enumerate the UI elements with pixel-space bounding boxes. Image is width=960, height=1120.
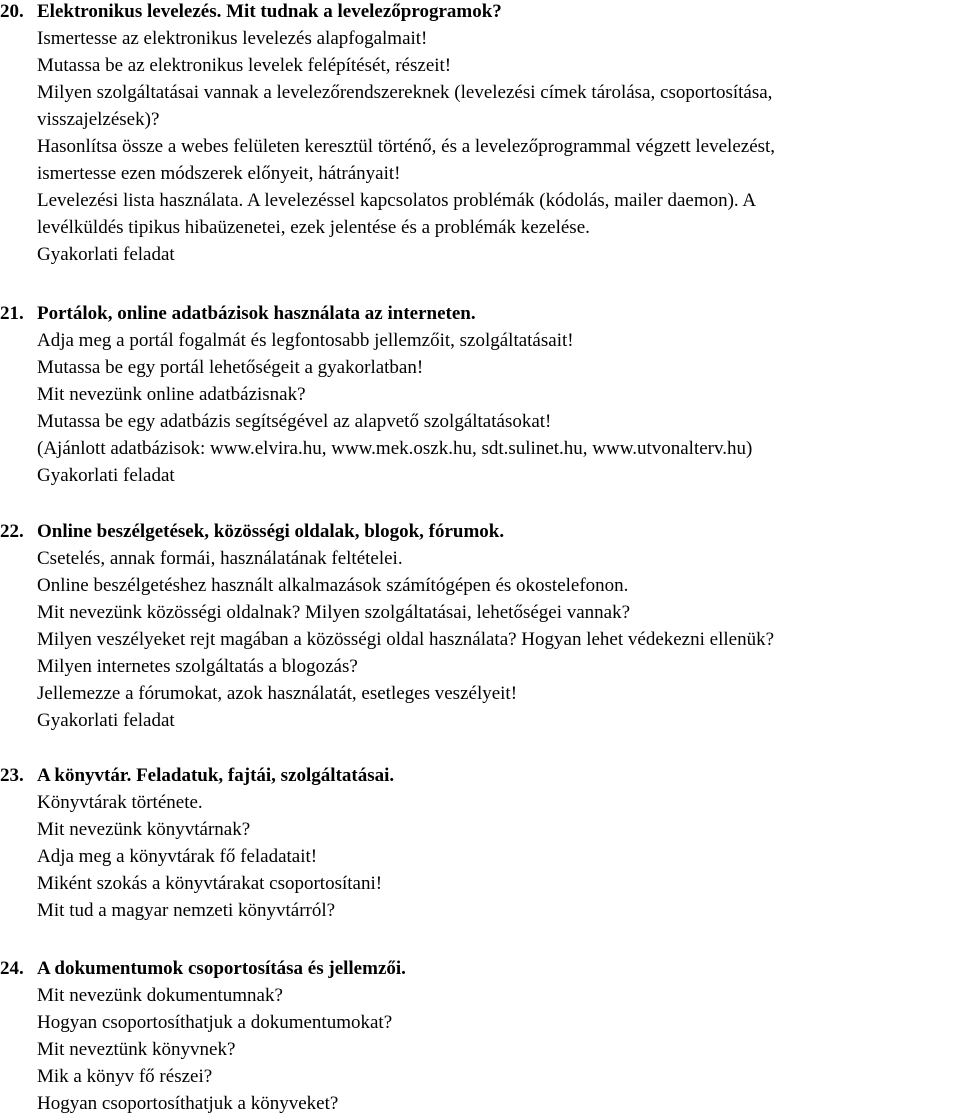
topic-questions bbox=[0, 25, 960, 268]
topic-heading bbox=[0, 0, 960, 25]
topic-section-23 bbox=[0, 762, 960, 924]
topic-heading bbox=[0, 955, 960, 982]
question-line: Hogyan csoportosíthatjuk a könyveket? bbox=[37, 1093, 339, 1114]
question-line: ismertesse ezen módszerek előnyeit, hátrányait! bbox=[37, 163, 401, 184]
topic-number: 21. bbox=[0, 303, 24, 324]
question-line: Csetelés, annak formái, használatának feltételei. bbox=[37, 548, 403, 569]
topic-questions bbox=[0, 545, 960, 734]
practical-task-label: Gyakorlati feladat bbox=[37, 710, 175, 731]
question-line: Online beszélgetéshez használt alkalmazások számítógépen és okostelefonon. bbox=[37, 575, 629, 596]
question-line: Mutassa be az elektronikus levelek felépítését, részeit! bbox=[37, 55, 452, 76]
question-line: Mit nevezünk közösségi oldalnak? Milyen szolgáltatásai, lehetőségei vannak? bbox=[37, 602, 631, 623]
topic-questions bbox=[0, 982, 960, 1117]
question-line: Mit nevezünk online adatbázisnak? bbox=[37, 384, 306, 405]
question-line: Mutassa be egy portál lehetőségeit a gyakorlatban! bbox=[37, 357, 424, 378]
question-line: Milyen veszélyeket rejt magában a közösségi oldal használata? Hogyan lehet védekezni ellenük? bbox=[37, 629, 775, 650]
question-line: Mit nevezünk könyvtárnak? bbox=[37, 819, 251, 840]
topic-number: 24. bbox=[0, 958, 24, 979]
question-line: Levelezési lista használata. A levelezéssel kapcsolatos problémák (kódolás, mailer daemon). A bbox=[37, 190, 757, 211]
topic-number: 20. bbox=[0, 1, 24, 22]
question-line: Adja meg a portál fogalmát és legfontosabb jellemzőit, szolgáltatásait! bbox=[37, 330, 574, 351]
question-line: Mit tud a magyar nemzeti könyvtárról? bbox=[37, 900, 336, 921]
practical-task-label: Gyakorlati feladat bbox=[37, 244, 175, 265]
topic-title: Portálok, online adatbázisok használata az interneten. bbox=[37, 303, 476, 324]
topic-heading bbox=[0, 518, 960, 545]
question-line: Mit nevezünk dokumentumnak? bbox=[37, 985, 283, 1006]
topic-number: 23. bbox=[0, 765, 24, 786]
question-line: levélküldés tipikus hibaüzenetei, ezek jelentése és a problémák kezelése. bbox=[37, 217, 590, 238]
topic-questions bbox=[0, 789, 960, 924]
question-line: Mutassa be egy adatbázis segítségével az alapvető szolgáltatásokat! bbox=[37, 411, 552, 432]
topic-section-20 bbox=[0, 0, 960, 268]
topic-heading bbox=[0, 762, 960, 789]
topic-section-21 bbox=[0, 300, 960, 489]
question-line: Hasonlítsa össze a webes felületen keresztül történő, és a levelezőprogrammal végzett levelezést, bbox=[37, 136, 776, 157]
topic-title: A dokumentumok csoportosítása és jellemzői. bbox=[37, 958, 406, 979]
topic-section-24 bbox=[0, 955, 960, 1117]
question-line: Milyen internetes szolgáltatás a blogozás? bbox=[37, 656, 358, 677]
question-line: Hogyan csoportosíthatjuk a dokumentumokat? bbox=[37, 1012, 393, 1033]
question-line: Adja meg a könyvtárak fő feladatait! bbox=[37, 846, 318, 867]
question-line: Ismertesse az elektronikus levelezés alapfogalmait! bbox=[37, 28, 428, 49]
topic-title: A könyvtár. Feladatuk, fajtái, szolgáltatásai. bbox=[37, 765, 395, 786]
topic-heading bbox=[0, 300, 960, 327]
question-line: visszajelzések)? bbox=[37, 109, 160, 130]
question-line: (Ajánlott adatbázisok: www.elvira.hu, www.mek.oszk.hu, sdt.sulinet.hu, www.utvonalterv.hu) bbox=[37, 438, 753, 459]
topic-questions bbox=[0, 327, 960, 489]
question-line: Mik a könyv fő részei? bbox=[37, 1066, 213, 1087]
question-line: Miként szokás a könyvtárakat csoportosítani! bbox=[37, 873, 383, 894]
topic-title: Online beszélgetések, közösségi oldalak, blogok, fórumok. bbox=[37, 521, 505, 542]
topic-section-22 bbox=[0, 518, 960, 734]
topic-title: Elektronikus levelezés. Mit tudnak a levelezőprogramok? bbox=[37, 1, 502, 22]
question-line: Jellemezze a fórumokat, azok használatát, esetleges veszélyeit! bbox=[37, 683, 518, 704]
question-line: Mit neveztünk könyvnek? bbox=[37, 1039, 236, 1060]
practical-task-label: Gyakorlati feladat bbox=[37, 465, 175, 486]
question-line: Könyvtárak története. bbox=[37, 792, 203, 813]
question-line: Milyen szolgáltatásai vannak a levelezőrendszereknek (levelezési címek tárolása, csoportosítása, bbox=[37, 82, 773, 103]
topic-number: 22. bbox=[0, 521, 24, 542]
